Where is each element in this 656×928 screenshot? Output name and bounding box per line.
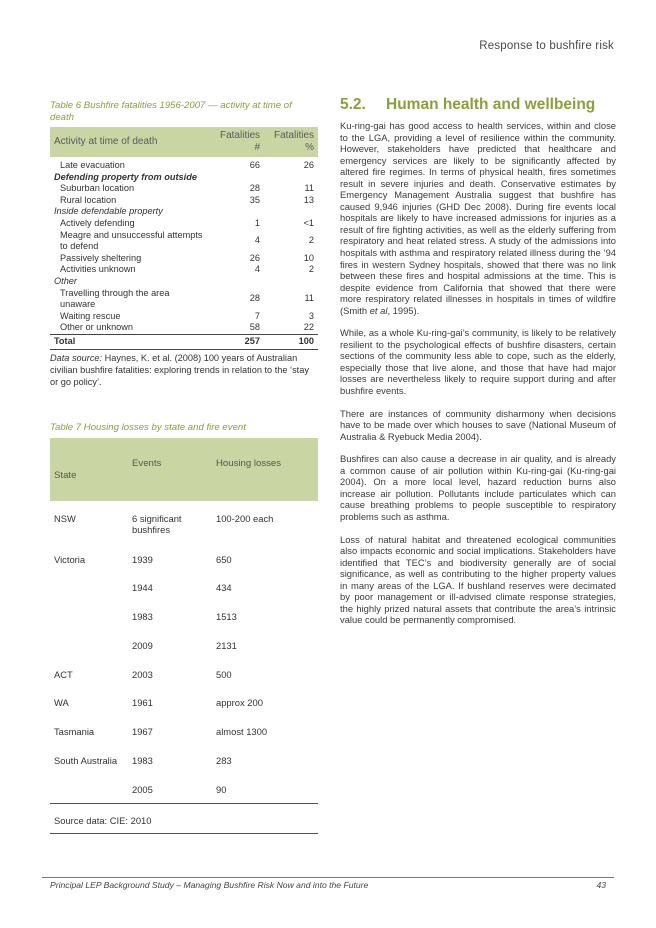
table-row — [50, 322, 318, 334]
row-pct: 26 — [303, 160, 314, 170]
row-pct: 2 — [308, 264, 314, 275]
row-event: 2003 — [132, 668, 153, 680]
row-event: 1967 — [132, 726, 153, 738]
col-state: State — [50, 438, 128, 501]
row-label: Actively defending — [60, 217, 135, 228]
table-group-row — [50, 206, 318, 218]
row-pct: <1 — [303, 217, 314, 228]
table-row — [50, 230, 318, 253]
table6-source: Data source: Haynes, K. et al. (2008) 100 years of Australian civilian bushfire fatalities: exploring trends in relation to the ‘stay or go policy’. — [50, 352, 309, 387]
row-label: Other or unknown — [60, 322, 134, 333]
total-pct: 100 — [264, 334, 318, 349]
table6-caption: Table 6 Bushfire fatalities 1956-2007 — activity at time of death — [50, 100, 292, 123]
row-event: 6 significant bushfires — [132, 512, 182, 535]
row-label: Rural location — [60, 194, 117, 205]
row-losses: 434 — [216, 582, 232, 594]
footer-rule — [42, 877, 614, 878]
table-row — [50, 288, 318, 311]
row-count: 4 — [254, 264, 260, 275]
row-count: 35 — [249, 194, 260, 205]
row-pct: 11 — [304, 183, 314, 194]
housing-losses-table — [50, 438, 318, 835]
row-losses: 283 — [216, 755, 232, 767]
row-event: 1939 — [132, 553, 153, 565]
table-row — [50, 218, 318, 230]
row-state — [50, 573, 128, 602]
row-state — [50, 775, 128, 804]
row-label: Activities unknown — [60, 264, 136, 275]
row-pct: 2 — [308, 235, 314, 246]
table-group-row — [50, 172, 318, 184]
row-count: 4 — [254, 235, 260, 246]
group-label: Defending property from outside — [54, 171, 197, 182]
table-row — [50, 688, 318, 717]
running-header: Response to bushfire risk — [479, 40, 614, 52]
row-label: Meagre and unsuccessful attempts to defend — [60, 229, 203, 252]
left-column — [50, 100, 318, 834]
fatalities-table-body — [50, 157, 318, 349]
row-count: 66 — [249, 160, 260, 170]
total-label: Total — [50, 334, 210, 349]
row-event: 2005 — [132, 783, 153, 795]
row-pct: 11 — [304, 293, 314, 304]
table-row — [50, 775, 318, 804]
housing-losses-table-body — [50, 501, 318, 834]
row-event: 1983 — [132, 755, 153, 767]
paragraph-health-services: Ku-ring-gai has good access to health services, within and close to the LGA, providing a level of resilience within the community. However, stakeholders have predicted that healthcare and emergency services are likely to be significantly affected by altered fire regimes. In terms of physical health, fires sometimes result in severe injuries and death. Conservative estimates by Emergency Management Australia suggest that bushfire has caused 9,946 injuries (GHD Dec 2008). During fire events local hospitals are likely to have increased admissions for injuries as a result of fire fighting activities, as well as the elderly suffering from respiratory and heat related stress. A study of the admissions into hospitals with asthma and respiratory related illness during the ’94 fires in western Sydney hospitals, showed that there was no link between these fires and hospital admissions at the time. This is despite evidence from California that showed that there were more respiratory related illnesses in hospitals in times of wildfire (Smith et al, 1995). — [340, 120, 616, 316]
row-pct: 22 — [303, 322, 314, 333]
row-losses: 100-200 each — [216, 512, 274, 524]
table-group-row — [50, 276, 318, 288]
row-label: Suburban location — [60, 183, 135, 194]
section-body — [340, 120, 616, 626]
row-count: 28 — [249, 183, 260, 194]
row-label: Travelling through the area unaware — [60, 287, 170, 310]
col-fatalities-count: Fatalities # — [210, 127, 264, 157]
row-losses: 90 — [216, 783, 227, 795]
paragraph-air-quality: Bushfires can also cause a decrease in air quality, and is already a common cause of air pollution within Ku-ring-gai (Ku-ring-gai 2004). On a more local level, hazard reduction burns also increase air pollution. Pollutants include particulates which can cause breathing problems to people susceptible to respiratory problems such as asthma. — [340, 453, 616, 522]
row-pct: 13 — [303, 194, 314, 205]
right-column — [340, 96, 616, 637]
paragraph-habitat-loss: Loss of natural habitat and threatened ecological communities also impacts economic and social implications. Stakeholders have identified that TEC’s and biodiversity generally are of social significance, as well as contributing to the higher property values in many areas of the LGA. If bushland reserves were decimated by poor management or ill-advised climate response strategies, the highly prized natural assets that contribute the area’s intrinsic value could be permanently compromised. — [340, 533, 616, 626]
table-row — [50, 253, 318, 265]
table-row — [50, 602, 318, 631]
row-state — [50, 602, 128, 631]
section-heading: 5.2. Human health and wellbeing — [340, 96, 596, 113]
row-pct: 3 — [308, 310, 314, 321]
row-state: Victoria — [54, 553, 86, 565]
row-pct: 10 — [303, 252, 314, 263]
row-state: WA — [54, 697, 69, 709]
row-count: 7 — [254, 310, 260, 321]
table-row — [50, 501, 318, 545]
row-label: Passively sheltering — [60, 252, 142, 263]
table-row — [50, 545, 318, 574]
row-losses: 1513 — [216, 611, 237, 623]
col-activity: Activity at time of death — [50, 127, 210, 157]
row-losses: 500 — [216, 668, 232, 680]
table-row — [50, 264, 318, 276]
fatalities-table — [50, 127, 318, 350]
row-count: 28 — [249, 293, 260, 304]
table-row — [50, 195, 318, 207]
paragraph-disharmony: There are instances of community disharmony when decisions have to be made over which houses to save (National Museum of Australia & Ryebuck Media 2004). — [340, 407, 616, 442]
col-events: Events — [128, 438, 212, 501]
group-label: Inside defendable property — [54, 206, 163, 217]
row-losses: approx 200 — [216, 697, 263, 709]
source-row — [50, 804, 318, 834]
total-row — [50, 334, 318, 349]
row-event: 1983 — [132, 611, 153, 623]
table-row — [50, 717, 318, 746]
table-row — [50, 746, 318, 775]
paragraph-psychological: While, as a whole Ku-ring-gai’s community, is likely to be relatively resilient to the psychological effects of bushfire disasters, certain sections of the community less able to cope, such as the elderly, especially those that live alone, and those that have had major losses are nevertheless likely to require support during and after bushfire events. — [340, 327, 616, 397]
row-losses: almost 1300 — [216, 726, 268, 738]
table7-caption: Table 7 Housing losses by state and fire event — [50, 421, 246, 433]
row-state: ACT — [54, 668, 73, 680]
table-row — [50, 311, 318, 323]
row-state — [50, 631, 128, 660]
table-row — [50, 631, 318, 660]
row-state: NSW — [54, 512, 76, 524]
row-count: 58 — [249, 322, 260, 333]
table-row — [50, 573, 318, 602]
table7-source: Source data: CIE: 2010 — [50, 804, 318, 834]
row-count: 1 — [254, 217, 260, 228]
row-losses: 2131 — [216, 639, 237, 651]
page-number: 43 — [596, 880, 606, 890]
col-fatalities-pct: Fatalities % — [264, 127, 318, 157]
row-losses: 650 — [216, 553, 232, 565]
row-state: South Australia — [54, 755, 118, 767]
row-label: Waiting rescue — [60, 310, 121, 321]
row-event: 1961 — [132, 697, 153, 709]
col-housing-losses: Housing losses — [212, 438, 318, 501]
table-row — [50, 157, 318, 172]
row-event: 2009 — [132, 639, 153, 651]
row-count: 26 — [249, 252, 260, 263]
row-event: 1944 — [132, 582, 153, 594]
total-count: 257 — [210, 334, 264, 349]
footer-title: Principal LEP Background Study – Managing Bushfire Risk Now and into the Future — [50, 880, 369, 890]
row-state: Tasmania — [54, 726, 95, 738]
group-label: Other — [54, 275, 77, 286]
table-row — [50, 183, 318, 195]
table-row — [50, 660, 318, 689]
row-label: Late evacuation — [60, 160, 125, 170]
